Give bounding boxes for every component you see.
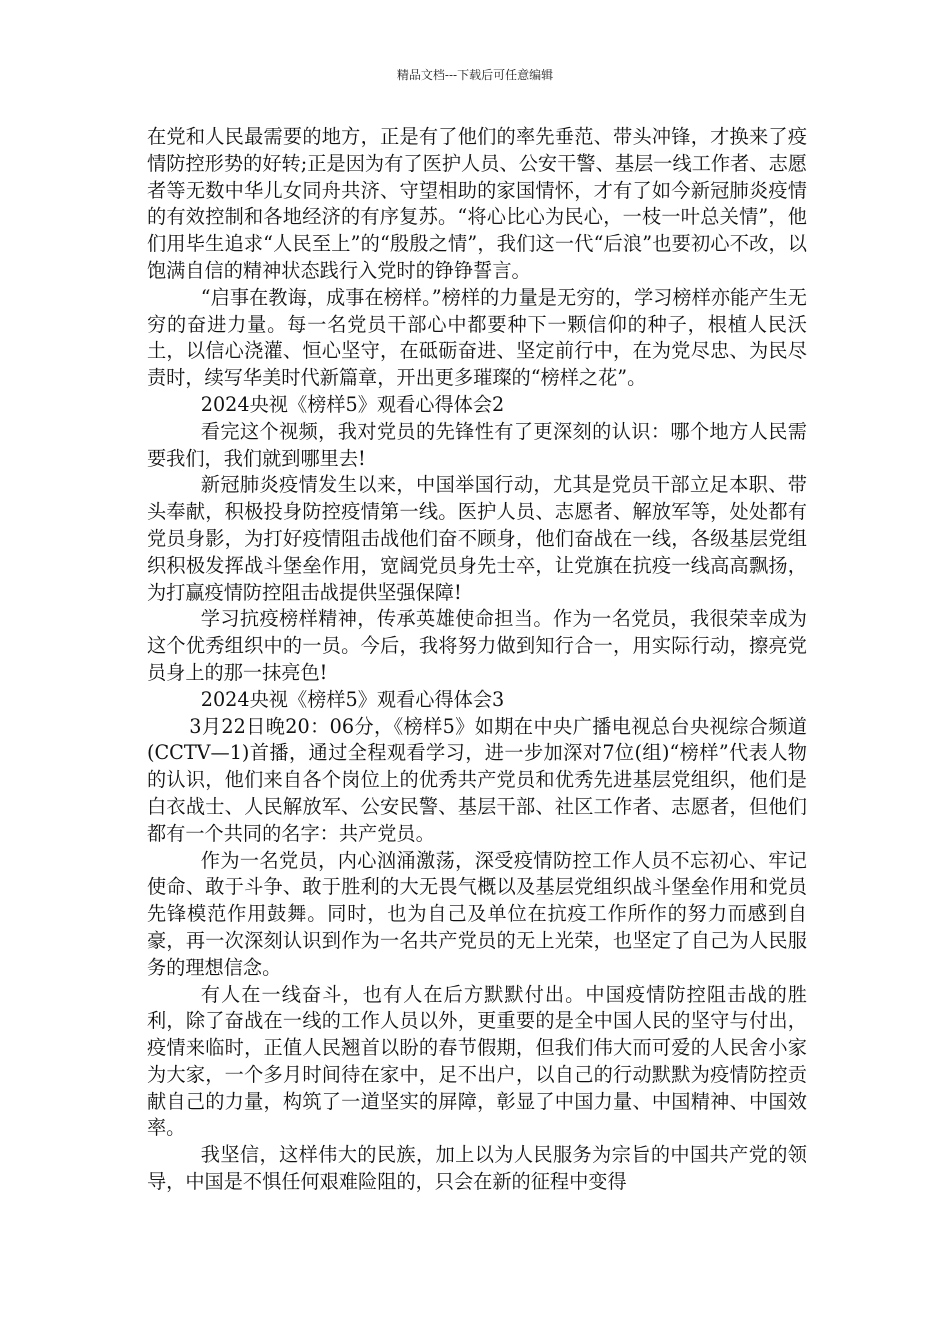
paragraph-4: 新冠肺炎疫情发生以来，中国举国行动，尤其是党员干部立足本职、带头奉献，积极投身防控疫情第一线。医护人员、志愿者、解放军等，处处都有党员身影，为打好疫情阻击战他们奋不顾身，他们奋战在一线，各级基层党组织积极发挥战斗堡垒作用，宽阔党员身先士卒，让党旗在抗疫一线高高飘扬，为打赢疫情防控阻击战提供坚强保障! bbox=[147, 473, 807, 604]
paragraph-3: 看完这个视频，我对党员的先锋性有了更深刻的认识：哪个地方人民需要我们，我们就到哪里去! bbox=[147, 419, 807, 470]
paragraph-5: 学习抗疫榜样精神，传承英雄使命担当。作为一名党员，我很荣幸成为这个优秀组织中的一员。今后，我将努力做到知行合一，用实际行动，擦亮党员身上的那一抹亮色! bbox=[147, 607, 807, 684]
page-header: 精品文档---下载后可任意编辑 bbox=[396, 68, 554, 82]
paragraph-9: 我坚信，这样伟大的民族，加上以为人民服务为宗旨的中国共产党的领导，中国是不惧任何艰难险阻的，只会在新的征程中变得 bbox=[147, 1143, 807, 1194]
section-heading-2: 2024央视《榜样5》观看心得体会2 bbox=[200, 392, 505, 416]
paragraph-6: 3月22日晚20：06分，《榜样5》如期在中央广播电视总台央视综合频道(CCTV—1)首播，通过全程观看学习，进一步加深对7位(组)“榜样”代表人物的认识，他们来自各个岗位上的优秀共产党员和优秀先进基层党组织，他们是白衣战士、人民解放军、公安民警、基层干部、社区工作者、志愿者，但他们都有一个共同的名字：共产党员。 bbox=[147, 714, 807, 845]
section-heading-3: 2024央视《榜样5》观看心得体会3 bbox=[200, 687, 505, 711]
paragraph-8: 有人在一线奋斗，也有人在后方默默付出。中国疫情防控阻击战的胜利，除了奋战在一线的工作人员以外，更重要的是全中国人民的坚守与付出，疫情来临时，正值人民翘首以盼的春节假期，但我们伟大而可爱的人民舍小家为大家，一个多月时间待在家中，足不出户，以自己的行动默默为疫情防控贡献自己的力量，构筑了一道坚实的屏障，彰显了中国力量、中国精神、中国效率。 bbox=[147, 982, 807, 1140]
paragraph-7: 作为一名党员，内心汹涌激荡，深受疫情防控工作人员不忘初心、牢记使命、敢于斗争、敢于胜利的大无畏气概以及基层党组织战斗堡垒作用和党员先锋模范作用鼓舞。同时，也为自己及单位在抗疫工作所作的努力而感到自豪，再一次深刻认识到作为一名共产党员的无上光荣，也坚定了自己为人民服务的理想信念。 bbox=[147, 848, 807, 979]
document-body bbox=[147, 124, 807, 1196]
paragraph-2: “启事在教诲，成事在榜样。”榜样的力量是无穷的，学习榜样亦能产生无穷的奋进力量。每一名党员干部心中都要种下一颗信仰的种子，根植人民沃土，以信心浇灌、恒心坚守，在砥砺奋进、坚定前行中，在为党尽忠、为民尽责时，续写华美时代新篇章，开出更多璀璨的“榜样之花”。 bbox=[147, 285, 807, 390]
paragraph-1: 在党和人民最需要的地方，正是有了他们的率先垂范、带头冲锋，才换来了疫情防控形势的好转;正是因为有了医护人员、公安干警、基层一线工作者、志愿者等无数中华儿女同舟共济、守望相助的家国情怀，才有了如今新冠肺炎疫情的有效控制和各地经济的有序复苏。“将心比心为民心，一枝一叶总关情”，他们用毕生追求“人民至上”的“殷殷之情”，我们这一代“后浪”也要初心不改，以饱满自信的精神状态践行入党时的铮铮誓言。 bbox=[147, 125, 807, 282]
